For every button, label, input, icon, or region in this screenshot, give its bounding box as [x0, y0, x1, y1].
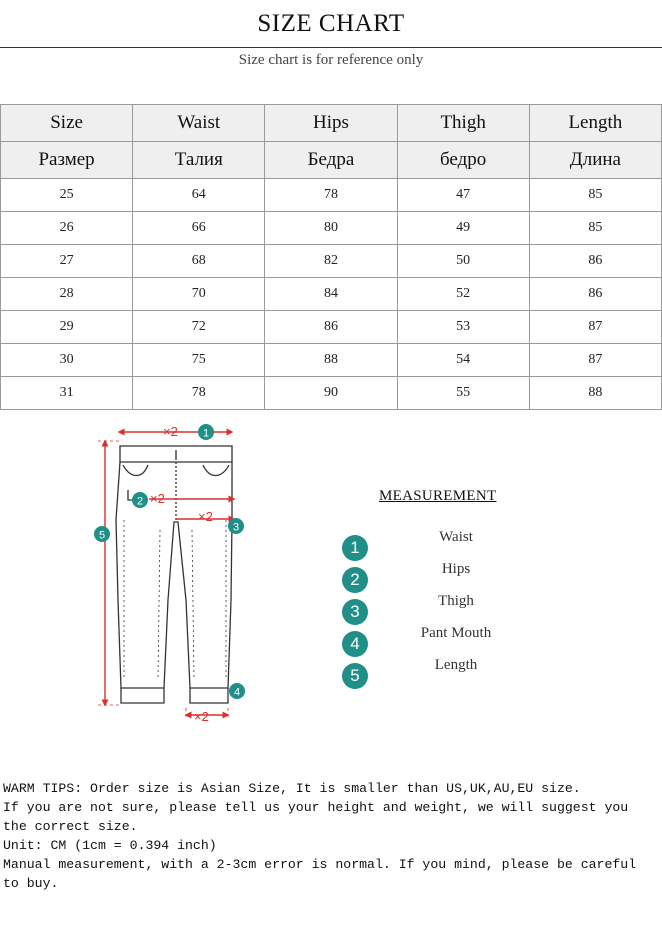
- cell-waist: 70: [133, 278, 265, 311]
- cell-length: 85: [529, 212, 661, 245]
- svg-text:5: 5: [98, 529, 106, 542]
- col-header-size: Size: [1, 105, 133, 142]
- cell-thigh: 49: [397, 212, 529, 245]
- svg-text:3: 3: [232, 521, 240, 534]
- pants-outline: [116, 446, 232, 703]
- cell-thigh: 50: [397, 245, 529, 278]
- cell-length: 86: [529, 245, 661, 278]
- col-header-size-ru: Размер: [1, 142, 133, 179]
- cell-length: 86: [529, 278, 661, 311]
- col-header-hips: Hips: [265, 105, 397, 142]
- col-header-hips-ru: Бедра: [265, 142, 397, 179]
- measurement-label: Hips: [441, 561, 471, 577]
- cell-hips: 86: [265, 311, 397, 344]
- cell-waist: 68: [133, 245, 265, 278]
- cell-hips: 84: [265, 278, 397, 311]
- cell-size: 30: [1, 344, 133, 377]
- cell-hips: 82: [265, 245, 397, 278]
- cell-waist: 66: [133, 212, 265, 245]
- marker-2: [132, 492, 148, 508]
- pants-diagram: [80, 416, 280, 736]
- col-header-thigh: Thigh: [397, 105, 529, 142]
- measurement-number-badge: 2: [342, 567, 368, 593]
- cell-hips: 90: [265, 377, 397, 410]
- cell-size: 29: [1, 311, 133, 344]
- cell-size: 31: [1, 377, 133, 410]
- col-header-length-ru: Длина: [529, 142, 661, 179]
- measurement-label: Pant Mouth: [420, 625, 492, 641]
- tips-line: Manual measurement, with a 2-3cm error is normal. If you mind, please be careful to buy.: [3, 857, 645, 891]
- cell-size: 26: [1, 212, 133, 245]
- measurement-number-badge: 4: [342, 631, 368, 657]
- measurement-number-badge: 1: [342, 535, 368, 561]
- cell-size: 25: [1, 179, 133, 212]
- measurement-label: Waist: [439, 529, 473, 545]
- measurement-label: Thigh: [438, 593, 474, 609]
- cell-thigh: 52: [397, 278, 529, 311]
- cell-length: 85: [529, 179, 661, 212]
- marker-3: [228, 518, 244, 534]
- cell-thigh: 55: [397, 377, 529, 410]
- page-title: SIZE CHART: [257, 10, 405, 37]
- table-header-row-en: [1, 105, 662, 142]
- table-row: [1, 311, 662, 344]
- measurement-title: MEASUREMENT: [379, 488, 497, 504]
- table-row: [1, 179, 662, 212]
- cell-size: 27: [1, 245, 133, 278]
- waist-multiplier: ×2: [163, 424, 178, 439]
- measurement-number-badge: 3: [342, 599, 368, 625]
- svg-text:1: 1: [202, 427, 210, 440]
- cell-hips: 88: [265, 344, 397, 377]
- size-table: [0, 104, 662, 410]
- col-header-waist: Waist: [133, 105, 265, 142]
- marker-5: [94, 526, 110, 542]
- cell-hips: 80: [265, 212, 397, 245]
- tips-line: WARM TIPS: Order size is Asian Size, It is smaller than US,UK,AU,EU size.: [3, 781, 581, 796]
- warm-tips: [3, 779, 659, 893]
- col-header-thigh-ru: бедро: [397, 142, 529, 179]
- svg-text:2: 2: [136, 495, 144, 508]
- measurement-label: Length: [434, 657, 478, 673]
- cell-waist: 72: [133, 311, 265, 344]
- marker-1: [198, 424, 214, 440]
- col-header-waist-ru: Талия: [133, 142, 265, 179]
- table-row: [1, 344, 662, 377]
- tips-line: If you are not sure, please tell us your height and weight, we will suggest you the correct size.: [3, 800, 637, 834]
- thigh-multiplier: ×2: [198, 509, 213, 524]
- marker-4: [229, 683, 245, 699]
- hips-multiplier: ×2: [150, 491, 165, 506]
- pant-mouth-multiplier: ×2: [194, 709, 209, 724]
- cell-waist: 75: [133, 344, 265, 377]
- cell-hips: 78: [265, 179, 397, 212]
- svg-text:4: 4: [233, 686, 241, 699]
- page-subtitle: Size chart is for reference only: [238, 52, 424, 68]
- cell-length: 87: [529, 344, 661, 377]
- table-row: [1, 278, 662, 311]
- table-row: [1, 377, 662, 410]
- cell-waist: 78: [133, 377, 265, 410]
- measurement-item: [340, 657, 580, 693]
- title-divider: [0, 47, 662, 48]
- cell-waist: 64: [133, 179, 265, 212]
- cell-length: 88: [529, 377, 661, 410]
- cell-length: 87: [529, 311, 661, 344]
- cell-size: 28: [1, 278, 133, 311]
- table-row: [1, 212, 662, 245]
- table-row: [1, 245, 662, 278]
- cell-thigh: 54: [397, 344, 529, 377]
- cell-thigh: 47: [397, 179, 529, 212]
- tips-line: Unit: CM (1cm = 0.394 inch): [3, 838, 217, 853]
- table-header-row-ru: [1, 142, 662, 179]
- col-header-length: Length: [529, 105, 661, 142]
- cell-thigh: 53: [397, 311, 529, 344]
- measurement-number-badge: 5: [342, 663, 368, 689]
